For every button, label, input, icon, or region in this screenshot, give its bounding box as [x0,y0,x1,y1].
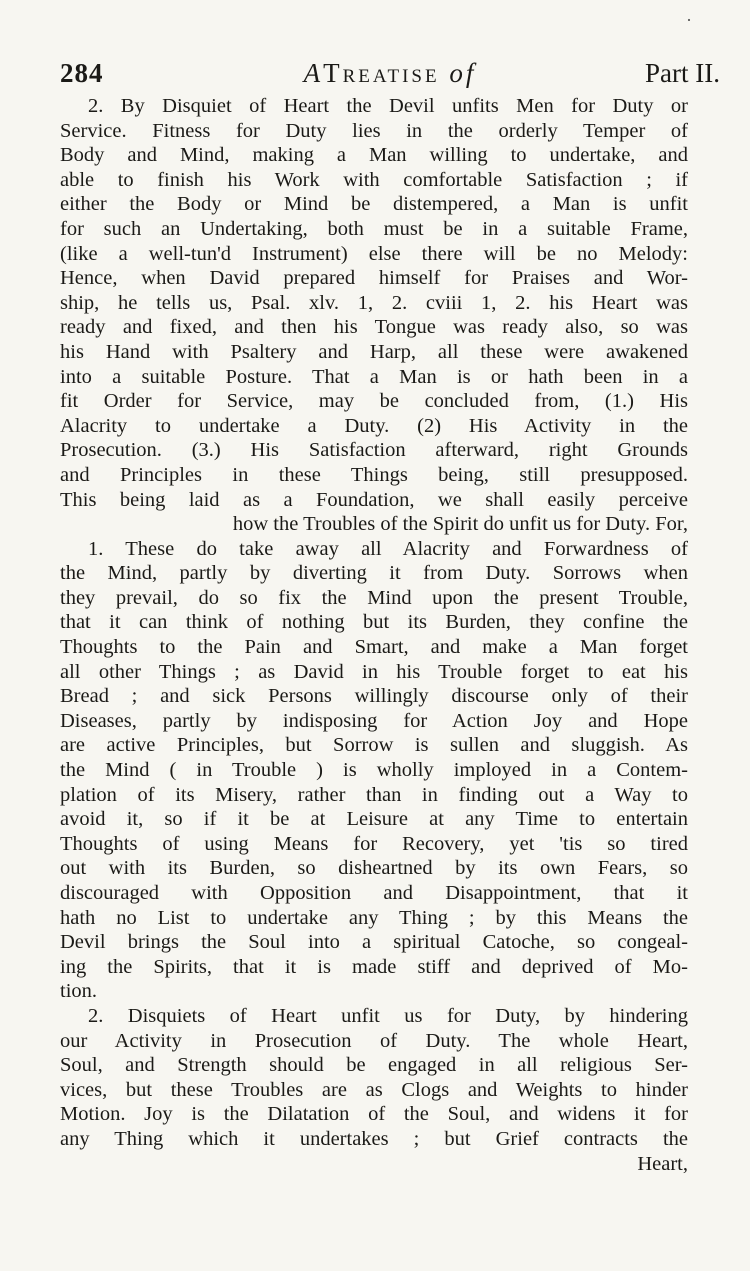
text-line: (like a well-tun'd Instrument) else there will be no Melody: [60,242,688,265]
text-line: ready and fixed, and then his Tongue was ready also, so was [60,316,688,339]
text-line: the Mind ( in Trouble ) is wholly imployed in a Contem- [60,759,688,782]
text-line: hath no List to undertake any Thing ; by this Means the [60,906,688,929]
text-line: 1. These do take away all Alacrity and Forwardness of [88,537,688,560]
running-title [60,52,720,94]
text-line: Motion. Joy is the Dilatation of the Soul, and widens it for [60,1103,688,1126]
margin-mark: · [686,10,692,30]
text-line: 2. By Disquiet of Heart the Devil unfits Men for Duty or [88,95,688,117]
text-line: tion. [60,980,98,1003]
text-line: ing the Spirits, that it is made stiff and deprived of Mo- [60,955,688,978]
text-line: for such an Undertaking, both must be in a suitable Frame, [60,217,688,240]
text-line: Thoughts to the Pain and Smart, and make a Man forget [60,636,688,659]
text-line: vices, but these Troubles are as Clogs and Weights to hinder [60,1078,688,1101]
text-line: Body and Mind, making a Man willing to undertake, and [60,144,688,167]
text-line: Hence, when David prepared himself for Praises and Wor- [60,267,688,290]
text-line: Diseases, partly by indisposing for Action Joy and Hope [60,709,688,732]
text-line: discouraged with Opposition and Disappointment, that it [60,882,688,904]
text-line: 2. Disquiets of Heart unfit us for Duty, by hindering [88,1004,688,1027]
text-line: ship, he tells us, Psal. xlv. 1, 2. cviii 1, 2. his Heart was [60,291,688,314]
text-block [60,94,688,1176]
text-line: Thoughts of using Means for Recovery, yet 'tis so tired [60,832,688,855]
text-line: Devil brings the Soul into a spiritual Catoche, so congeal- [60,931,688,954]
text-line: either the Body or Mind be distempered, a Man is unfit [60,193,688,216]
text-line: all other Things ; as David in his Trouble forget to eat his [60,660,688,683]
text-line: Service. Fitness for Duty lies in the orderly Temper of [60,119,688,142]
text-line: are active Principles, but Sorrow is sullen and sluggish. As [60,734,688,757]
text-line: into a suitable Posture. That a Man is or hath been in a [60,365,688,388]
text-line: the Mind, partly by diverting it from Duty. Sorrows when [60,562,688,585]
text-line: This being laid as a Foundation, we shall easily perceive [60,488,688,511]
text-line: Soul, and Strength should be engaged in all religious Ser- [60,1054,688,1077]
text-line: out with its Burden, so disheartned by its own Fears, so [60,857,688,880]
text-line: Alacrity to undertake a Duty. (2) His Activity in the [60,414,688,437]
text-line: able to finish his Work with comfortable Satisfaction ; if [60,168,688,191]
text-line: Prosecution. (3.) His Satisfaction afterward, right Grounds [60,439,688,462]
running-header [60,52,720,94]
text-line: they prevail, do so fix the Mind upon the present Trouble, [60,586,688,609]
text-line: how the Troubles of the Spirit do unfit us for Duty. For, [232,513,688,536]
text-line: Bread ; and sick Persons willingly discourse only of their [60,685,688,708]
text-line: and Principles in these Things being, still presupposed. [60,463,688,486]
title-of: of [449,58,477,88]
title-initial: A [303,58,324,88]
text-line: that it can think of nothing but its Burden, they confine the [60,611,688,634]
text-line: our Activity in Prosecution of Duty. The whole Heart, [60,1029,688,1052]
text-line: his Hand with Psaltery and Harp, all these were awakened [60,340,688,363]
title-word: Treatise [323,58,440,88]
page-number: 284 [60,58,104,88]
text-line: plation of its Misery, rather than in finding out a Way to [60,783,688,806]
text-line: any Thing which it undertakes ; but Grief contracts the [60,1127,688,1150]
text-line: avoid it, so if it be at Leisure at any Time to entertain [60,808,688,831]
part-label: Part II. [645,58,720,88]
text-line: fit Order for Service, may be concluded from, (1.) His [60,390,688,413]
text-line: Heart, [637,1152,688,1175]
